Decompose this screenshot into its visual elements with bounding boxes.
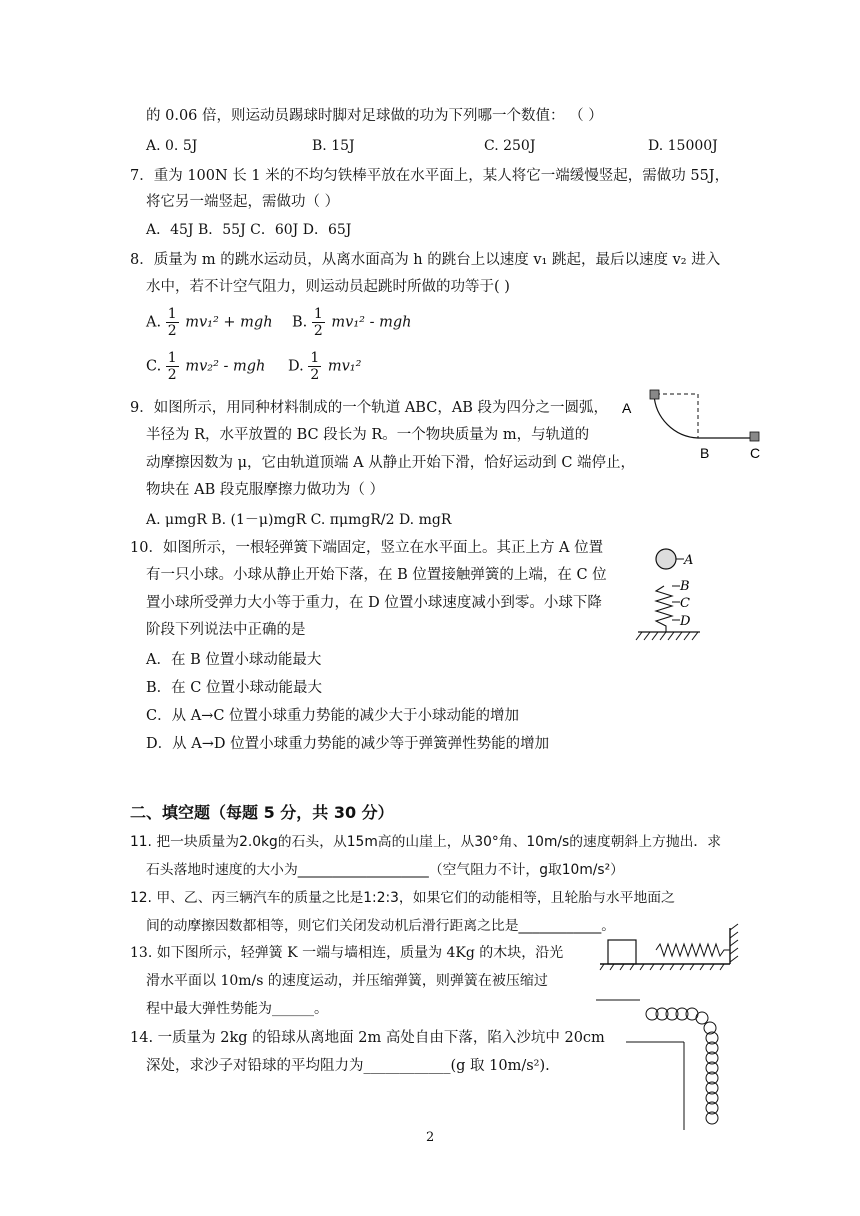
q10-option-b: B．在 C 位置小球动能最大 <box>146 680 322 696</box>
q9-line3: 动摩擦因数为 μ，它由轨道顶端 A 从静止开始下滑，恰好运动到 C 端停止， <box>146 455 636 471</box>
fraction-denominator: 2 <box>313 323 323 339</box>
half-fraction <box>166 306 179 339</box>
fig-label-d: D <box>680 614 691 629</box>
wood-block <box>608 940 636 964</box>
q11-line1: 11. 把一块质量为2.0kg的石头，从15m高的山崖上，从30°角、10m/s的速度朝斜上方抛出．求 <box>130 834 722 850</box>
block-at-c <box>750 432 759 441</box>
q8-option-d <box>288 350 361 383</box>
block-at-a <box>650 390 659 399</box>
q10-line3: 置小球所受弹力大小等于重力，在 D 位置小球速度减小到零。小球下降 <box>146 595 602 611</box>
fig-label-c: C <box>680 596 690 611</box>
q9-line4: 物块在 AB 段克服摩擦力做功为（ ） <box>146 482 384 498</box>
q13-line3: 程中最大弹性势能为______。 <box>146 1001 328 1017</box>
q8-option-a <box>146 306 273 339</box>
fraction-denominator: 2 <box>167 367 177 383</box>
quarter-arc <box>654 394 698 438</box>
q9-line1: 9．如图所示，用同种材料制成的一个轨道 ABC，AB 段为四分之一圆弧， <box>130 400 609 416</box>
q11-line2: 石头落地时速度的大小为___________________（空气阻力不计，g取10m/s²） <box>146 862 624 878</box>
q7-line1: 7．重为 100N 长 1 米的不均匀铁棒平放在水平面上，某人将它一端缓慢竖起，需做功 55J， <box>130 168 730 184</box>
q10-option-a: A．在 B 位置小球动能最大 <box>146 652 322 668</box>
q8-line2: 水中，若不计空气阻力，则运动员起跳时所做的功等于( ) <box>146 279 510 295</box>
half-fraction <box>312 306 325 339</box>
fraction-denominator: 2 <box>310 367 320 383</box>
option-label: B. <box>292 314 308 331</box>
q6-option-c: C. 250J <box>484 138 536 154</box>
ground-hatch <box>636 632 698 640</box>
option-label: C. <box>146 358 162 375</box>
q9-line2: 半径为 R，水平放置的 BC 段长为 R。一个物块质量为 m，与轨道的 <box>146 427 590 443</box>
q9-track-figure <box>618 388 778 468</box>
fig-label-c: C <box>750 445 761 461</box>
q13-line2: 滑水平面以 10m/s 的速度运动，并压缩弹簧，则弹簧在被压缩过 <box>146 973 548 989</box>
option-expression: mv₁² <box>327 358 362 375</box>
floor-hatch <box>600 964 724 970</box>
half-fraction <box>166 350 179 383</box>
fraction-denominator: 2 <box>167 323 177 339</box>
half-fraction <box>308 350 321 383</box>
fig-label-b: B <box>680 579 690 594</box>
q10-option-d: D．从 A→D 位置小球重力势能的减少等于弹簧弹性势能的增加 <box>146 736 550 752</box>
coil-horizontal <box>646 1008 708 1024</box>
q10-spring-figure <box>636 544 716 644</box>
q7-line2: 将它另一端竖起，需做功（ ） <box>146 194 340 210</box>
q13-block-spring-figure <box>600 924 744 970</box>
option-label: A. <box>146 314 162 331</box>
q9-options: A. μmgR B. (1－μ)mgR C. πμmgR/2 D. mgR <box>146 512 452 528</box>
ball <box>656 549 676 569</box>
fig-label-a: A <box>684 553 694 568</box>
q13-line1: 13. 如下图所示，轻弹簧 K 一端与墙相连，质量为 4Kg 的木块，沿光 <box>130 945 564 961</box>
q8-option-b <box>292 306 411 339</box>
wall-hatch <box>730 924 738 962</box>
fraction-numerator: 1 <box>167 350 177 366</box>
q6-option-a: A. 0. 5J <box>146 138 198 154</box>
q8-option-c <box>146 350 265 383</box>
coil-vertical <box>704 1022 718 1124</box>
q10-line4: 阶段下列说法中正确的是 <box>146 622 306 638</box>
q12-line1: 12. 甲、乙、丙三辆汽车的质量之比是1:2:3，如果它们的动能相等，且轮胎与水平地面之 <box>130 890 675 906</box>
q6-text: 的 0.06 倍，则运动员踢球时脚对足球做的功为下列哪一个数值： （ ） <box>146 108 603 124</box>
spring-k <box>656 944 730 956</box>
section-title: 二、填空题（每题 5 分，共 30 分） <box>130 803 394 822</box>
q7-options: A．45J B．55J C．60J D．65J <box>146 222 352 238</box>
q14-line2: 深处，求沙子对铅球的平均阻力为____________(g 取 10m/s²). <box>146 1058 550 1074</box>
option-label: D. <box>288 358 304 375</box>
q12-line2: 间的动摩擦因数都相等，则它们关闭发动机后滑行距离之比是____________。 <box>146 918 616 934</box>
option-expression: mv₁² + mgh <box>185 314 273 331</box>
q10-line2: 有一只小球。小球从静止开始下落，在 B 位置接触弹簧的上端，在 C 位 <box>146 567 607 583</box>
q6-option-d: D. 15000J <box>648 138 718 154</box>
spring <box>656 586 672 632</box>
option-expression: mv₁² - mgh <box>331 314 412 331</box>
q10-line1: 10．如图所示，一根轻弹簧下端固定，竖立在水平面上。其正上方 A 位置 <box>130 540 604 556</box>
q6-option-b: B. 15J <box>312 138 355 154</box>
fraction-numerator: 1 <box>313 306 323 322</box>
fraction-numerator: 1 <box>310 350 320 366</box>
q14-line1: 14. 一质量为 2kg 的铅球从离地面 2m 高处自由下落，陷入沙坑中 20cm <box>130 1030 605 1046</box>
q10-option-c: C．从 A→C 位置小球重力势能的减少大于小球动能的增加 <box>146 708 520 724</box>
fig-label-a: A <box>622 400 632 416</box>
option-expression: mv₂² - mgh <box>185 358 266 375</box>
page-number: 2 <box>426 1130 435 1145</box>
fraction-numerator: 1 <box>167 306 177 322</box>
q8-line1: 8．质量为 m 的跳水运动员，从离水面高为 h 的跳台上以速度 v₁ 跳起，最后以速度 v₂ 进入 <box>130 252 721 268</box>
fig-label-b: B <box>700 445 710 461</box>
q14-coil-figure <box>596 1000 726 1130</box>
